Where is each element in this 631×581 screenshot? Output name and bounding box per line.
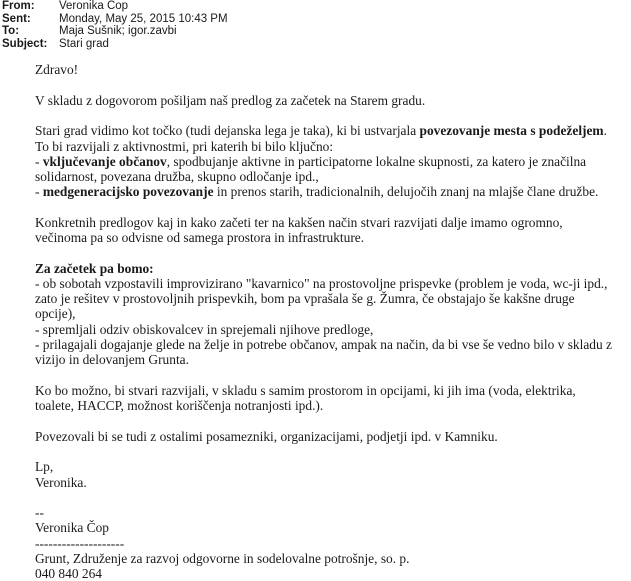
bold-run: Za začetek pa bomo: (35, 260, 154, 276)
sent-row (2, 13, 228, 26)
bold-run: povezovanje mesta s podeželjem (419, 123, 604, 139)
closing-line: Lp, (35, 459, 54, 475)
closing-name: Veronika. (35, 474, 87, 490)
text-run: in prenos starih, tradicionalnih, delujočih znanj na mlajše člane družbe. (213, 184, 599, 200)
paragraph-line: Ko bo možno, bi stvari razvijali, v skladu s samim prostorom in opcijami, ki jih ima (voda, elektrika, (35, 382, 576, 398)
sent-value: Monday, May 25, 2015 10:43 PM (59, 12, 228, 25)
text-run: - (35, 184, 43, 200)
paragraph-line: Konkretnih predlogov kaj in kako začeti ter na kakšen način stvari razvijati dalje imamo ogromno, (35, 214, 563, 230)
paragraph-vision-line (35, 123, 625, 138)
bullet-line: - ob sobotah vzpostavili improvizirano "kavarnico" na prostovoljne prispevke (problem je voda, wc-ji ipd., (35, 276, 608, 292)
bold-run: vključevanje občanov (42, 153, 167, 169)
text-run: - (35, 153, 43, 169)
to-value: Maja Sušnik; igor.zavbi (59, 25, 177, 38)
paragraph-line: solidarnost, povezana družba, skupno odločanje ipd., (35, 169, 319, 185)
subject-label: Subject: (2, 37, 48, 50)
paragraph-line: Povezovali bi se tudi z ostalimi posamezniki, organizacijami, podjetji ipd. v Kamniku. (35, 428, 498, 444)
from-row (2, 0, 228, 13)
paragraph-line: večinoma pa so odvisne od samega prostora in infrastrukture. (35, 230, 365, 246)
signature-name: Veronika Čop (35, 520, 110, 536)
to-label: To: (2, 25, 20, 38)
sent-label: Sent: (2, 12, 31, 25)
subject-row (2, 38, 228, 51)
signature-organization: Grunt, Združenje za razvoj odgovorne in sodelovalne potrošnje, so. p. (35, 550, 410, 566)
from-label: From: (2, 0, 35, 12)
section-heading (35, 261, 625, 276)
email-body (35, 62, 625, 581)
paragraph-line: toalete, HACCP, možnost koriščenja notranjosti ipd.). (35, 397, 324, 413)
paragraph-line: To bi razvijali z aktivnostmi, pri katerih bi bilo ključno: (35, 138, 334, 154)
from-value: Veronika Cop (59, 0, 129, 12)
bullet-line: - prilagajali dogajanje glede na želje in potrebe občanov, ampak na način, da bi vse še vedno bilo v skladu z (35, 336, 612, 352)
paragraph-intro: V skladu z dogovorom pošiljam naš predlog za začetek na Starem gradu. (35, 92, 426, 108)
paragraph-line: opcije), (35, 306, 76, 322)
email-header (2, 0, 228, 50)
paragraph-line: vizijo in delovanjem Grunta. (35, 352, 189, 368)
text-run: . (603, 123, 607, 139)
paragraph-line: zato je rešitev v prostovoljnih prispevkih, bom pa vprašala še g. Žumra, če obstajajo še kakšne druge (35, 291, 575, 307)
signature-separator: -- (35, 505, 44, 521)
text-run: Stari grad vidimo kot točko (tudi dejanska lega je taka), ki bi ustvarjala (35, 123, 420, 139)
signature-rule: -------------------- (35, 535, 125, 551)
signature-phone: 040 840 264 (35, 566, 102, 581)
bold-run: medgeneracijsko povezovanje (42, 184, 214, 200)
text-run: , spodbujanje aktivne in participatorne lokalne skupnosti, za katero je značilna (166, 153, 587, 169)
subject-value: Stari grad (59, 37, 109, 50)
bullet-line: - spremljali odziv obiskovalcev in sprejemali njihove predloge, (35, 321, 374, 337)
bullet-line (35, 154, 625, 169)
bullet-line (35, 184, 625, 199)
greeting: Zdravo! (35, 62, 79, 77)
to-row (2, 25, 228, 38)
